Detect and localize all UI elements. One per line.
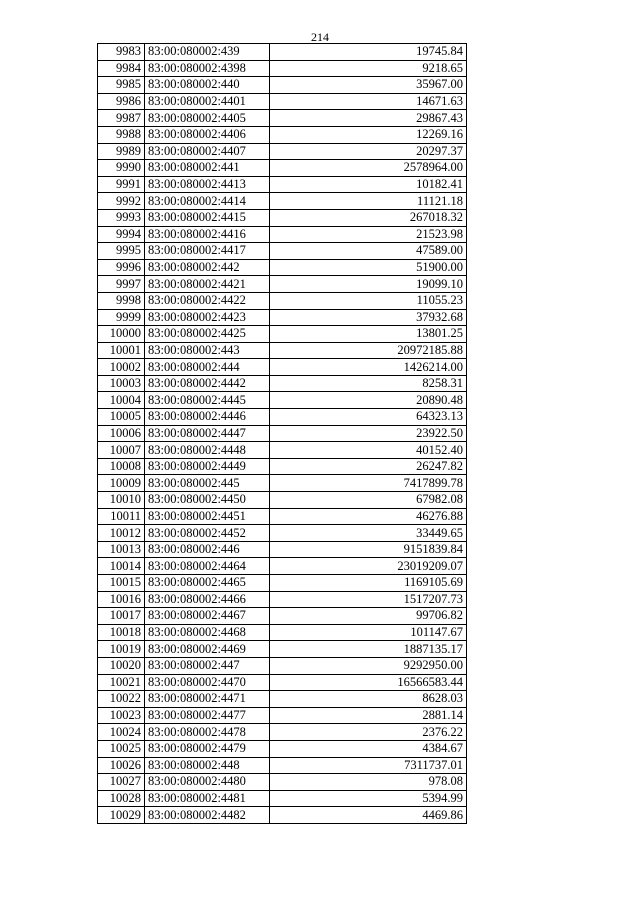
row-number-cell: 10021 bbox=[98, 674, 145, 691]
table-row bbox=[98, 143, 467, 160]
table-row bbox=[98, 193, 467, 210]
table-body bbox=[98, 44, 467, 824]
cadastral-value-cell: 35967.00 bbox=[270, 77, 467, 94]
cadastral-number-cell: 83:00:080002:4416 bbox=[145, 226, 270, 243]
table-row bbox=[98, 375, 467, 392]
cadastral-value-cell: 4469.86 bbox=[270, 807, 467, 824]
row-number-cell: 10023 bbox=[98, 707, 145, 724]
cadastral-number-cell: 83:00:080002:4421 bbox=[145, 276, 270, 293]
cadastral-number-cell: 83:00:080002:444 bbox=[145, 359, 270, 376]
row-number-cell: 9993 bbox=[98, 209, 145, 226]
table-row bbox=[98, 60, 467, 77]
row-number-cell: 10011 bbox=[98, 508, 145, 525]
row-number-cell: 10017 bbox=[98, 608, 145, 625]
table-row bbox=[98, 243, 467, 260]
cadastral-value-cell: 19099.10 bbox=[270, 276, 467, 293]
row-number-cell: 9990 bbox=[98, 160, 145, 177]
cadastral-number-cell: 83:00:080002:4467 bbox=[145, 608, 270, 625]
cadastral-number-cell: 83:00:080002:445 bbox=[145, 475, 270, 492]
row-number-cell: 10007 bbox=[98, 442, 145, 459]
cadastral-value-cell: 2578964.00 bbox=[270, 160, 467, 177]
table-row bbox=[98, 292, 467, 309]
cadastral-number-cell: 83:00:080002:4425 bbox=[145, 326, 270, 343]
row-number-cell: 9997 bbox=[98, 276, 145, 293]
cadastral-value-cell: 40152.40 bbox=[270, 442, 467, 459]
row-number-cell: 9999 bbox=[98, 309, 145, 326]
cadastral-number-cell: 83:00:080002:4451 bbox=[145, 508, 270, 525]
cadastral-value-cell: 14671.63 bbox=[270, 93, 467, 110]
table-row bbox=[98, 44, 467, 61]
row-number-cell: 9986 bbox=[98, 93, 145, 110]
cadastral-value-cell: 2881.14 bbox=[270, 707, 467, 724]
table-row bbox=[98, 359, 467, 376]
cadastral-value-cell: 267018.32 bbox=[270, 209, 467, 226]
cadastral-value-cell: 46276.88 bbox=[270, 508, 467, 525]
cadastral-value-table bbox=[97, 43, 467, 824]
cadastral-number-cell: 83:00:080002:4466 bbox=[145, 591, 270, 608]
table-row bbox=[98, 110, 467, 127]
table-row bbox=[98, 276, 467, 293]
cadastral-number-cell: 83:00:080002:4465 bbox=[145, 575, 270, 592]
row-number-cell: 10019 bbox=[98, 641, 145, 658]
cadastral-number-cell: 83:00:080002:4478 bbox=[145, 724, 270, 741]
cadastral-number-cell: 83:00:080002:4422 bbox=[145, 292, 270, 309]
row-number-cell: 9996 bbox=[98, 259, 145, 276]
row-number-cell: 10013 bbox=[98, 541, 145, 558]
cadastral-number-cell: 83:00:080002:4471 bbox=[145, 691, 270, 708]
cadastral-number-cell: 83:00:080002:4446 bbox=[145, 409, 270, 426]
row-number-cell: 10016 bbox=[98, 591, 145, 608]
table-row bbox=[98, 707, 467, 724]
cadastral-number-cell: 83:00:080002:446 bbox=[145, 541, 270, 558]
cadastral-value-cell: 7417899.78 bbox=[270, 475, 467, 492]
table-row bbox=[98, 226, 467, 243]
table-row bbox=[98, 541, 467, 558]
row-number-cell: 9991 bbox=[98, 176, 145, 193]
table-row bbox=[98, 77, 467, 94]
cadastral-value-cell: 47589.00 bbox=[270, 243, 467, 260]
cadastral-value-cell: 1426214.00 bbox=[270, 359, 467, 376]
cadastral-value-cell: 64323.13 bbox=[270, 409, 467, 426]
table-row bbox=[98, 624, 467, 641]
row-number-cell: 10012 bbox=[98, 525, 145, 542]
row-number-cell: 10027 bbox=[98, 774, 145, 791]
table-row bbox=[98, 409, 467, 426]
table-row bbox=[98, 575, 467, 592]
table-row bbox=[98, 326, 467, 343]
row-number-cell: 10000 bbox=[98, 326, 145, 343]
row-number-cell: 10022 bbox=[98, 691, 145, 708]
row-number-cell: 9989 bbox=[98, 143, 145, 160]
cadastral-number-cell: 83:00:080002:4480 bbox=[145, 774, 270, 791]
cadastral-number-cell: 83:00:080002:4479 bbox=[145, 740, 270, 757]
cadastral-number-cell: 83:00:080002:4413 bbox=[145, 176, 270, 193]
row-number-cell: 10005 bbox=[98, 409, 145, 426]
row-number-cell: 9992 bbox=[98, 193, 145, 210]
cadastral-number-cell: 83:00:080002:439 bbox=[145, 44, 270, 61]
page-number: 214 bbox=[311, 30, 329, 44]
cadastral-number-cell: 83:00:080002:4442 bbox=[145, 375, 270, 392]
cadastral-value-cell: 99706.82 bbox=[270, 608, 467, 625]
table-row bbox=[98, 641, 467, 658]
table-row bbox=[98, 425, 467, 442]
cadastral-number-cell: 83:00:080002:4405 bbox=[145, 110, 270, 127]
cadastral-number-cell: 83:00:080002:4445 bbox=[145, 392, 270, 409]
table-row bbox=[98, 442, 467, 459]
cadastral-value-cell: 19745.84 bbox=[270, 44, 467, 61]
cadastral-value-cell: 4384.67 bbox=[270, 740, 467, 757]
cadastral-value-cell: 11121.18 bbox=[270, 193, 467, 210]
cadastral-number-cell: 83:00:080002:4450 bbox=[145, 492, 270, 509]
row-number-cell: 10006 bbox=[98, 425, 145, 442]
table-row bbox=[98, 342, 467, 359]
cadastral-value-cell: 9151839.84 bbox=[270, 541, 467, 558]
cadastral-number-cell: 83:00:080002:4468 bbox=[145, 624, 270, 641]
cadastral-value-cell: 8628.03 bbox=[270, 691, 467, 708]
cadastral-value-cell: 37932.68 bbox=[270, 309, 467, 326]
cadastral-value-cell: 13801.25 bbox=[270, 326, 467, 343]
cadastral-value-cell: 20297.37 bbox=[270, 143, 467, 160]
row-number-cell: 10025 bbox=[98, 740, 145, 757]
table-row bbox=[98, 558, 467, 575]
cadastral-value-cell: 5394.99 bbox=[270, 790, 467, 807]
row-number-cell: 9987 bbox=[98, 110, 145, 127]
cadastral-value-cell: 23019209.07 bbox=[270, 558, 467, 575]
table-row bbox=[98, 674, 467, 691]
table-row bbox=[98, 160, 467, 177]
cadastral-number-cell: 83:00:080002:4415 bbox=[145, 209, 270, 226]
cadastral-value-cell: 978.08 bbox=[270, 774, 467, 791]
row-number-cell: 10004 bbox=[98, 392, 145, 409]
cadastral-number-cell: 83:00:080002:4482 bbox=[145, 807, 270, 824]
row-number-cell: 9983 bbox=[98, 44, 145, 61]
table-row bbox=[98, 475, 467, 492]
table-row bbox=[98, 757, 467, 774]
cadastral-value-cell: 1517207.73 bbox=[270, 591, 467, 608]
table-row bbox=[98, 492, 467, 509]
table-row bbox=[98, 93, 467, 110]
table-row bbox=[98, 259, 467, 276]
table-row bbox=[98, 657, 467, 674]
table-row bbox=[98, 309, 467, 326]
cadastral-number-cell: 83:00:080002:4417 bbox=[145, 243, 270, 260]
row-number-cell: 10010 bbox=[98, 492, 145, 509]
table-row bbox=[98, 209, 467, 226]
row-number-cell: 10024 bbox=[98, 724, 145, 741]
row-number-cell: 10028 bbox=[98, 790, 145, 807]
table-row bbox=[98, 724, 467, 741]
cadastral-number-cell: 83:00:080002:4448 bbox=[145, 442, 270, 459]
cadastral-value-cell: 9218.65 bbox=[270, 60, 467, 77]
table-row bbox=[98, 392, 467, 409]
row-number-cell: 9988 bbox=[98, 126, 145, 143]
cadastral-number-cell: 83:00:080002:440 bbox=[145, 77, 270, 94]
row-number-cell: 9998 bbox=[98, 292, 145, 309]
cadastral-number-cell: 83:00:080002:4398 bbox=[145, 60, 270, 77]
cadastral-value-cell: 26247.82 bbox=[270, 458, 467, 475]
cadastral-value-cell: 16566583.44 bbox=[270, 674, 467, 691]
row-number-cell: 9995 bbox=[98, 243, 145, 260]
cadastral-number-cell: 83:00:080002:447 bbox=[145, 657, 270, 674]
cadastral-value-cell: 101147.67 bbox=[270, 624, 467, 641]
cadastral-number-cell: 83:00:080002:4481 bbox=[145, 790, 270, 807]
row-number-cell: 10018 bbox=[98, 624, 145, 641]
cadastral-value-cell: 12269.16 bbox=[270, 126, 467, 143]
table-row bbox=[98, 458, 467, 475]
cadastral-number-cell: 83:00:080002:4406 bbox=[145, 126, 270, 143]
table-row bbox=[98, 790, 467, 807]
cadastral-number-cell: 83:00:080002:448 bbox=[145, 757, 270, 774]
row-number-cell: 10003 bbox=[98, 375, 145, 392]
row-number-cell: 10009 bbox=[98, 475, 145, 492]
table-row bbox=[98, 807, 467, 824]
row-number-cell: 10008 bbox=[98, 458, 145, 475]
table-row bbox=[98, 525, 467, 542]
row-number-cell: 10029 bbox=[98, 807, 145, 824]
table-row bbox=[98, 126, 467, 143]
row-number-cell: 10014 bbox=[98, 558, 145, 575]
row-number-cell: 9994 bbox=[98, 226, 145, 243]
row-number-cell: 10020 bbox=[98, 657, 145, 674]
cadastral-value-cell: 20972185.88 bbox=[270, 342, 467, 359]
cadastral-number-cell: 83:00:080002:4401 bbox=[145, 93, 270, 110]
table-row bbox=[98, 774, 467, 791]
cadastral-number-cell: 83:00:080002:4414 bbox=[145, 193, 270, 210]
cadastral-value-cell: 23922.50 bbox=[270, 425, 467, 442]
table-row bbox=[98, 608, 467, 625]
table-row bbox=[98, 691, 467, 708]
cadastral-number-cell: 83:00:080002:441 bbox=[145, 160, 270, 177]
row-number-cell: 10001 bbox=[98, 342, 145, 359]
cadastral-number-cell: 83:00:080002:443 bbox=[145, 342, 270, 359]
cadastral-number-cell: 83:00:080002:4464 bbox=[145, 558, 270, 575]
cadastral-number-cell: 83:00:080002:442 bbox=[145, 259, 270, 276]
cadastral-value-cell: 1887135.17 bbox=[270, 641, 467, 658]
cadastral-number-cell: 83:00:080002:4477 bbox=[145, 707, 270, 724]
cadastral-value-cell: 33449.65 bbox=[270, 525, 467, 542]
cadastral-number-cell: 83:00:080002:4470 bbox=[145, 674, 270, 691]
cadastral-value-cell: 2376.22 bbox=[270, 724, 467, 741]
row-number-cell: 9984 bbox=[98, 60, 145, 77]
row-number-cell: 10002 bbox=[98, 359, 145, 376]
cadastral-value-cell: 20890.48 bbox=[270, 392, 467, 409]
cadastral-number-cell: 83:00:080002:4469 bbox=[145, 641, 270, 658]
cadastral-number-cell: 83:00:080002:4447 bbox=[145, 425, 270, 442]
cadastral-value-cell: 29867.43 bbox=[270, 110, 467, 127]
cadastral-value-cell: 51900.00 bbox=[270, 259, 467, 276]
table-row bbox=[98, 176, 467, 193]
cadastral-number-cell: 83:00:080002:4423 bbox=[145, 309, 270, 326]
row-number-cell: 9985 bbox=[98, 77, 145, 94]
cadastral-value-cell: 21523.98 bbox=[270, 226, 467, 243]
row-number-cell: 10026 bbox=[98, 757, 145, 774]
cadastral-value-cell: 11055.23 bbox=[270, 292, 467, 309]
table-row bbox=[98, 508, 467, 525]
cadastral-value-cell: 9292950.00 bbox=[270, 657, 467, 674]
cadastral-value-cell: 10182.41 bbox=[270, 176, 467, 193]
cadastral-number-cell: 83:00:080002:4449 bbox=[145, 458, 270, 475]
table-row bbox=[98, 591, 467, 608]
cadastral-value-cell: 1169105.69 bbox=[270, 575, 467, 592]
cadastral-number-cell: 83:00:080002:4407 bbox=[145, 143, 270, 160]
cadastral-value-cell: 7311737.01 bbox=[270, 757, 467, 774]
cadastral-value-cell: 8258.31 bbox=[270, 375, 467, 392]
cadastral-number-cell: 83:00:080002:4452 bbox=[145, 525, 270, 542]
cadastral-value-cell: 67982.08 bbox=[270, 492, 467, 509]
row-number-cell: 10015 bbox=[98, 575, 145, 592]
table-row bbox=[98, 740, 467, 757]
